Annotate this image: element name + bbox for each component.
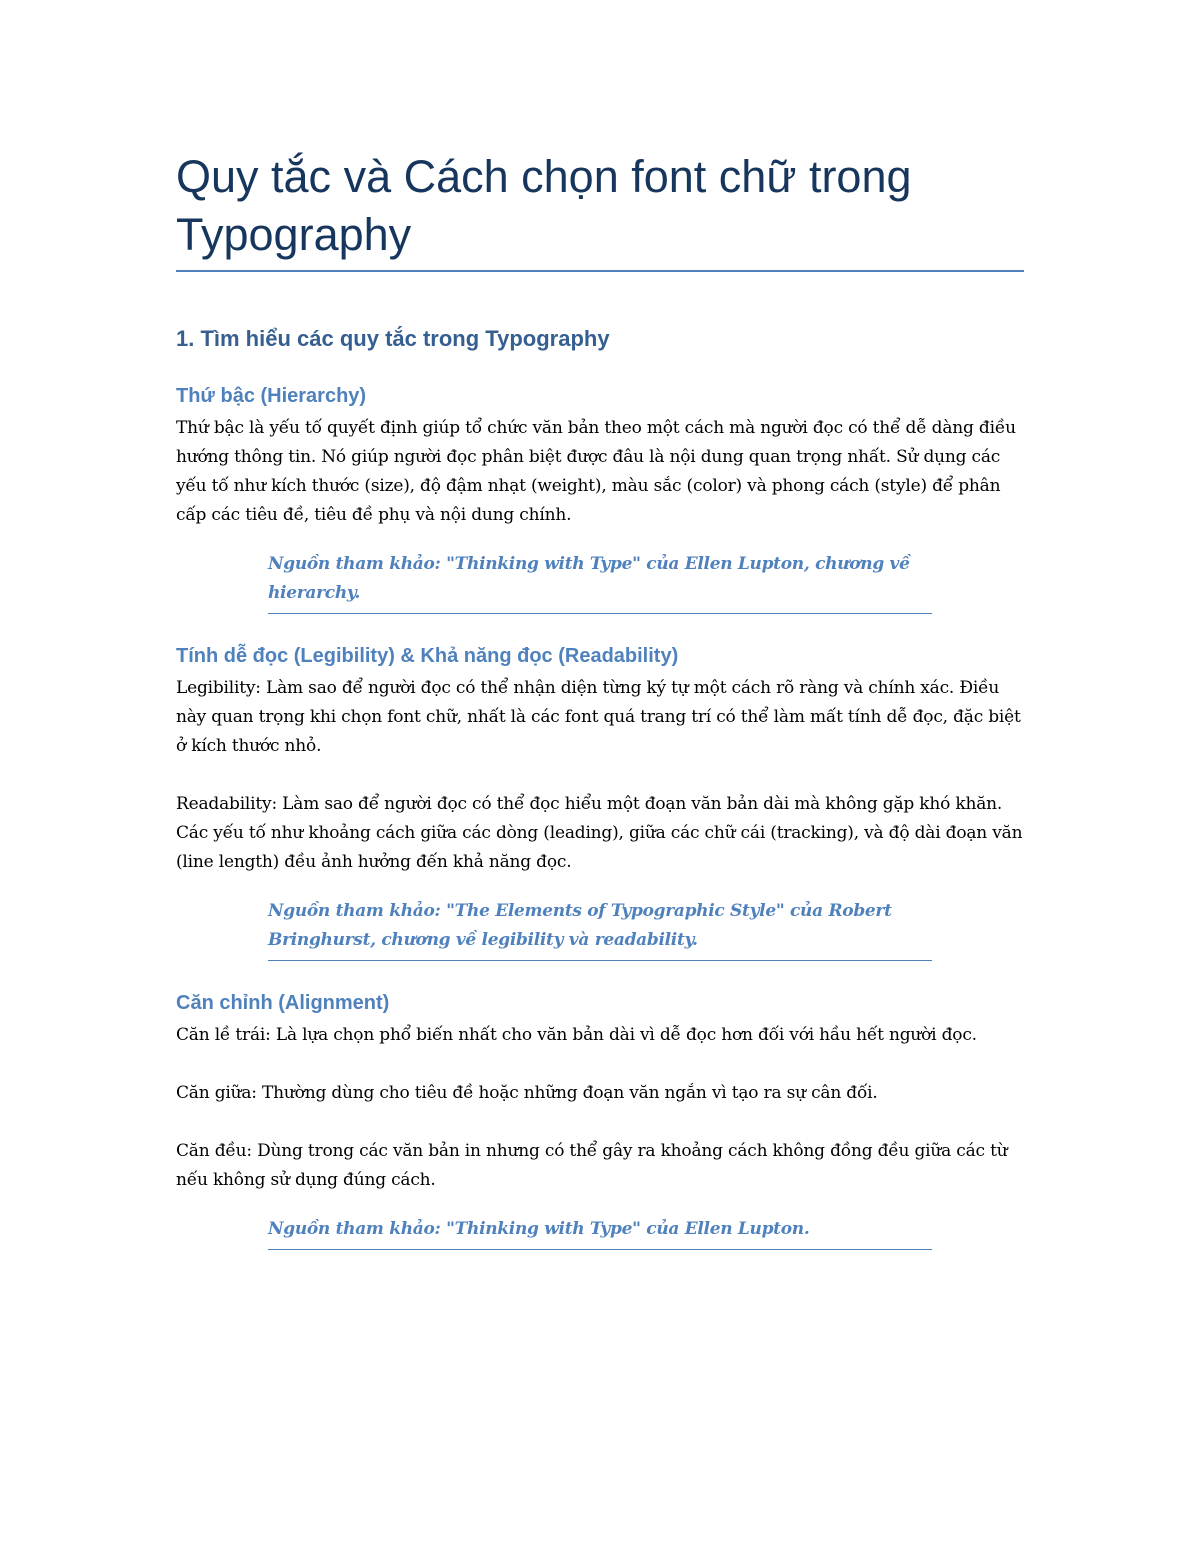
document-title: Quy tắc và Cách chọn font chữ trong Typography	[176, 151, 912, 260]
section-heading-1: 1. Tìm hiểu các quy tắc trong Typography	[176, 326, 610, 351]
quote-legibility: Nguồn tham khảo: "The Elements of Typographic Style" của Robert Bringhurst, chương về legibility và readability.	[268, 897, 932, 961]
paragraph-align-center: Căn giữa: Thường dùng cho tiêu đề hoặc những đoạn văn ngắn vì tạo ra sự cân đối.	[176, 1083, 878, 1103]
paragraph-legibility: Legibility: Làm sao để người đọc có thể nhận diện từng ký tự một cách rõ ràng và chính xác. Điều này quan trọng khi chọn font chữ, nhất là các font quá trang trí có thể làm mất tính dễ đọc, đặc biệt ở kích thước nhỏ.	[176, 678, 1021, 756]
title-underline	[176, 270, 1024, 272]
section-legibility	[176, 642, 1024, 961]
subheading-alignment: Căn chỉnh (Alignment)	[176, 992, 390, 1014]
subheading-hierarchy: Thứ bậc (Hierarchy)	[176, 385, 367, 407]
document-content	[176, 148, 1024, 1250]
section-hierarchy	[176, 382, 1024, 614]
subheading-legibility: Tính dễ đọc (Legibility) & Khả năng đọc (Readability)	[176, 645, 679, 667]
quote-alignment: Nguồn tham khảo: "Thinking with Type" của Ellen Lupton.	[268, 1215, 932, 1250]
paragraph-hierarchy: Thứ bậc là yếu tố quyết định giúp tổ chức văn bản theo một cách mà người đọc có thể dễ dàng điều hướng thông tin. Nó giúp người đọc phân biệt được đâu là nội dung quan trọng nhất. Sử dụng các yếu tố như kích thước (size), độ đậm nhạt (weight), màu sắc (color) và phong cách (style) để phân cấp các tiêu đề, tiêu đề phụ và nội dung chính.	[176, 418, 1016, 525]
section-alignment	[176, 989, 1024, 1250]
paragraph-align-justify: Căn đều: Dùng trong các văn bản in nhưng có thể gây ra khoảng cách không đồng đều giữa các từ nếu không sử dụng đúng cách.	[176, 1141, 1008, 1190]
paragraph-align-left: Căn lề trái: Là lựa chọn phổ biến nhất cho văn bản dài vì dễ đọc hơn đối với hầu hết người đọc.	[176, 1025, 977, 1045]
quote-hierarchy: Nguồn tham khảo: "Thinking with Type" của Ellen Lupton, chương về hierarchy.	[268, 550, 932, 614]
paragraph-readability: Readability: Làm sao để người đọc có thể đọc hiểu một đoạn văn bản dài mà không gặp khó khăn. Các yếu tố như khoảng cách giữa các dòng (leading), giữa các chữ cái (tracking), và độ dài đoạn văn (line length) đều ảnh hưởng đến khả năng đọc.	[176, 794, 1023, 872]
